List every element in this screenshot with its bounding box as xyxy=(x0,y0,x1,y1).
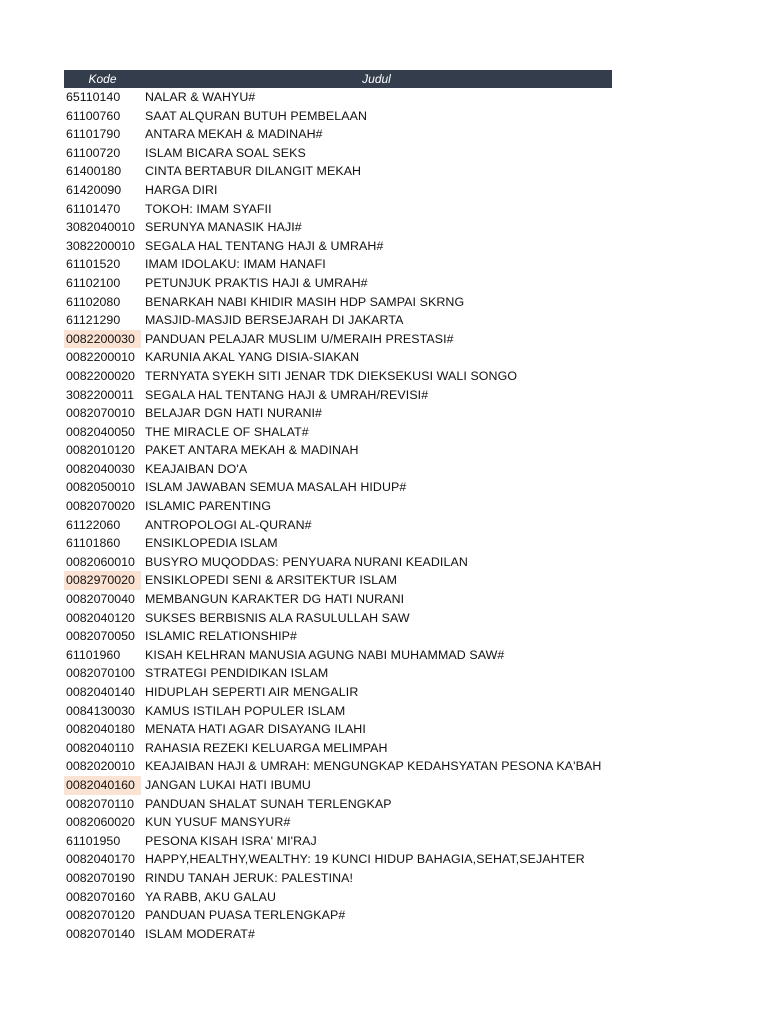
table-row xyxy=(64,813,612,832)
cell-judul: KUN YUSUF MANSYUR# xyxy=(145,815,291,830)
cell-kode: 0082040170 xyxy=(66,852,135,867)
cell-kode: 0082040030 xyxy=(66,461,135,476)
cell-judul: SEGALA HAL TENTANG HAJI & UMRAH/REVISI# xyxy=(145,387,429,402)
cell-kode: 0084130030 xyxy=(66,703,135,718)
table-row xyxy=(64,162,612,181)
cell-kode: 61100720 xyxy=(66,145,121,160)
cell-judul: PANDUAN PUASA TERLENGKAP# xyxy=(145,908,346,923)
table-row xyxy=(64,739,612,758)
cell-kode: 3082200011 xyxy=(66,387,134,402)
cell-judul: ENSIKLOPEDI SENI & ARSITEKTUR ISLAM xyxy=(145,573,398,588)
table-row xyxy=(64,88,612,107)
cell-kode: 61121290 xyxy=(66,313,121,328)
cell-judul: TERNYATA SYEKH SITI JENAR TDK DIEKSEKUSI WALI SONGO xyxy=(145,368,518,383)
table-row xyxy=(64,348,612,367)
table-row xyxy=(64,255,612,274)
table-row xyxy=(64,609,612,628)
cell-judul: ISLAM MODERAT# xyxy=(145,926,255,941)
table-row xyxy=(64,441,612,460)
cell-kode: 0082040110 xyxy=(66,740,134,755)
cell-judul: SUKSES BERBISNIS ALA RASULULLAH SAW xyxy=(145,610,410,625)
table-row xyxy=(64,200,612,219)
cell-kode: 0082070140 xyxy=(66,926,135,941)
cell-judul: KEAJAIBAN DO'A xyxy=(145,461,248,476)
table-row xyxy=(64,181,612,200)
table-row xyxy=(64,869,612,888)
cell-kode: 61102080 xyxy=(66,294,121,309)
cell-kode: 0082040120 xyxy=(66,610,135,625)
cell-kode: 61100760 xyxy=(66,108,121,123)
cell-judul: HIDUPLAH SEPERTI AIR MENGALIR xyxy=(145,685,359,699)
cell-judul: ENSIKLOPEDIA ISLAM xyxy=(145,536,278,551)
cell-kode: 0082070050 xyxy=(66,629,135,644)
cell-judul: PETUNJUK PRAKTIS HAJI & UMRAH# xyxy=(145,275,368,290)
cell-kode: 0082200010 xyxy=(66,350,135,365)
header-judul: Judul xyxy=(362,72,391,86)
table-row xyxy=(64,237,612,256)
cell-kode: 0082040180 xyxy=(66,722,135,737)
table-row xyxy=(64,795,612,814)
cell-kode: 3082200010 xyxy=(66,238,135,253)
cell-kode: 0082060010 xyxy=(66,554,135,569)
cell-kode: 0082970020 xyxy=(64,571,141,590)
cell-kode: 61101960 xyxy=(66,647,121,662)
cell-kode: 0082040160 xyxy=(64,776,141,795)
cell-kode: 0082050010 xyxy=(66,480,135,495)
cell-kode: 0082070100 xyxy=(66,666,135,681)
cell-judul: HARGA DIRI xyxy=(145,182,218,197)
table-row xyxy=(64,274,612,293)
cell-kode: 0082070190 xyxy=(66,870,135,885)
cell-kode: 0082200020 xyxy=(66,368,135,383)
table-row xyxy=(64,627,612,646)
table-row xyxy=(64,107,612,126)
table-row xyxy=(64,571,612,590)
cell-judul: YA RABB, AKU GALAU xyxy=(145,889,277,904)
cell-judul: STRATEGI PENDIDIKAN ISLAM xyxy=(145,666,329,681)
cell-judul: BUSYRO MUQODDAS: PENYUARA NURANI KEADILAN xyxy=(145,554,468,569)
cell-kode: 0082070160 xyxy=(66,889,135,904)
cell-kode: 0082060020 xyxy=(66,815,135,830)
table-row xyxy=(64,330,612,349)
table-row xyxy=(64,534,612,553)
cell-judul: ISLAM JAWABAN SEMUA MASALAH HIDUP# xyxy=(145,480,407,495)
cell-kode: 0082200030 xyxy=(64,330,141,349)
cell-kode: 0082040050 xyxy=(66,424,135,439)
cell-judul: THE MIRACLE OF SHALAT# xyxy=(145,424,309,439)
table-row xyxy=(64,832,612,851)
cell-judul: KISAH KELHRAN MANUSIA AGUNG NABI MUHAMMAD SAW# xyxy=(145,647,505,662)
cell-judul: SEGALA HAL TENTANG HAJI & UMRAH# xyxy=(145,238,384,253)
cell-kode: 0082010120 xyxy=(66,443,135,458)
cell-kode: 61420090 xyxy=(66,182,122,197)
cell-kode: 61122060 xyxy=(66,517,121,532)
cell-judul: PESONA KISAH ISRA' MI'RAJ xyxy=(145,833,317,848)
cell-judul: MEMBANGUN KARAKTER DG HATI NURANI xyxy=(145,592,405,607)
table-row xyxy=(64,664,612,683)
cell-judul: ISLAM BICARA SOAL SEKS xyxy=(145,145,306,160)
table-row xyxy=(64,125,612,144)
cell-kode: 61400180 xyxy=(66,164,122,179)
cell-kode: 0082070010 xyxy=(66,406,135,421)
table-row xyxy=(64,646,612,665)
cell-judul: KARUNIA AKAL YANG DISIA-SIAKAN xyxy=(145,350,360,365)
cell-kode: 61102100 xyxy=(66,275,121,290)
table-row xyxy=(64,516,612,535)
table-row xyxy=(64,218,612,237)
table-row xyxy=(64,460,612,479)
cell-judul: ANTROPOLOGI AL-QURAN# xyxy=(145,517,312,532)
cell-judul: ANTARA MEKAH & MADINAH# xyxy=(145,127,323,142)
cell-judul: SERUNYA MANASIK HAJI# xyxy=(145,220,302,235)
table-row xyxy=(64,553,612,572)
cell-judul: ISLAMIC PARENTING xyxy=(145,499,272,514)
cell-kode: 3082040010 xyxy=(66,220,135,235)
table-row xyxy=(64,720,612,739)
cell-judul: TOKOH: IMAM SYAFII xyxy=(145,201,272,216)
cell-kode: 65110140 xyxy=(66,90,121,104)
table-row xyxy=(64,293,612,312)
table-row xyxy=(64,683,612,702)
table-row xyxy=(64,757,612,776)
cell-kode: 0082070110 xyxy=(66,796,134,811)
cell-judul: KAMUS ISTILAH POPULER ISLAM xyxy=(145,703,346,718)
table-body xyxy=(64,88,612,943)
cell-judul: IMAM IDOLAKU: IMAM HANAFI xyxy=(145,257,326,272)
cell-judul: PANDUAN SHALAT SUNAH TERLENGKAP xyxy=(145,796,392,811)
cell-judul: KEAJAIBAN HAJI & UMRAH: MENGUNGKAP KEDAHSYATAN PESONA KA'BAH xyxy=(145,759,602,774)
table-row xyxy=(64,776,612,795)
table-row xyxy=(64,925,612,944)
cell-judul: RINDU TANAH JERUK: PALESTINA! xyxy=(145,870,354,885)
table-row xyxy=(64,311,612,330)
table-row xyxy=(64,404,612,423)
cell-judul: CINTA BERTABUR DILANGIT MEKAH xyxy=(145,164,362,179)
cell-kode: 0082070020 xyxy=(66,499,135,514)
cell-kode: 0082040140 xyxy=(66,685,135,699)
table-row xyxy=(64,888,612,907)
cell-kode: 61101950 xyxy=(66,833,121,848)
table-row xyxy=(64,590,612,609)
cell-kode: 61101860 xyxy=(66,536,121,551)
cell-kode: 61101470 xyxy=(66,201,121,216)
table-row xyxy=(64,367,612,386)
table-header xyxy=(64,70,612,88)
table-row xyxy=(64,478,612,497)
book-table xyxy=(64,70,612,943)
cell-judul: JANGAN LUKAI HATI IBUMU xyxy=(145,777,311,792)
cell-kode: 0082020010 xyxy=(66,759,135,774)
cell-kode: 61101790 xyxy=(66,127,121,142)
cell-judul: MENATA HATI AGAR DISAYANG ILAHI xyxy=(145,722,366,737)
cell-judul: BENARKAH NABI KHIDIR MASIH HDP SAMPAI SKRNG xyxy=(145,294,465,309)
table-row xyxy=(64,702,612,721)
cell-kode: 0082070040 xyxy=(66,592,135,607)
cell-judul: NALAR & WAHYU# xyxy=(145,90,256,104)
cell-judul: SAAT ALQURAN BUTUH PEMBELAAN xyxy=(145,108,367,123)
cell-judul: MASJID-MASJID BERSEJARAH DI JAKARTA xyxy=(145,313,404,328)
cell-kode: 0082070120 xyxy=(66,908,135,923)
table-row xyxy=(64,850,612,869)
cell-judul: PAKET ANTARA MEKAH & MADINAH xyxy=(145,443,359,458)
table-row xyxy=(64,423,612,442)
table-row xyxy=(64,906,612,925)
cell-kode: 61101520 xyxy=(66,257,121,272)
table-row xyxy=(64,386,612,405)
cell-judul: HAPPY,HEALTHY,WEALTHY: 19 KUNCI HIDUP BAHAGIA,SEHAT,SEJAHTER xyxy=(145,852,585,867)
table-row xyxy=(64,144,612,163)
cell-judul: RAHASIA REZEKI KELUARGA MELIMPAH xyxy=(145,740,388,755)
cell-judul: ISLAMIC RELATIONSHIP# xyxy=(145,629,297,644)
header-kode: Kode xyxy=(88,72,117,86)
cell-judul: PANDUAN PELAJAR MUSLIM U/MERAIH PRESTASI# xyxy=(145,331,454,346)
cell-judul: BELAJAR DGN HATI NURANI# xyxy=(145,406,323,421)
table-row xyxy=(64,497,612,516)
